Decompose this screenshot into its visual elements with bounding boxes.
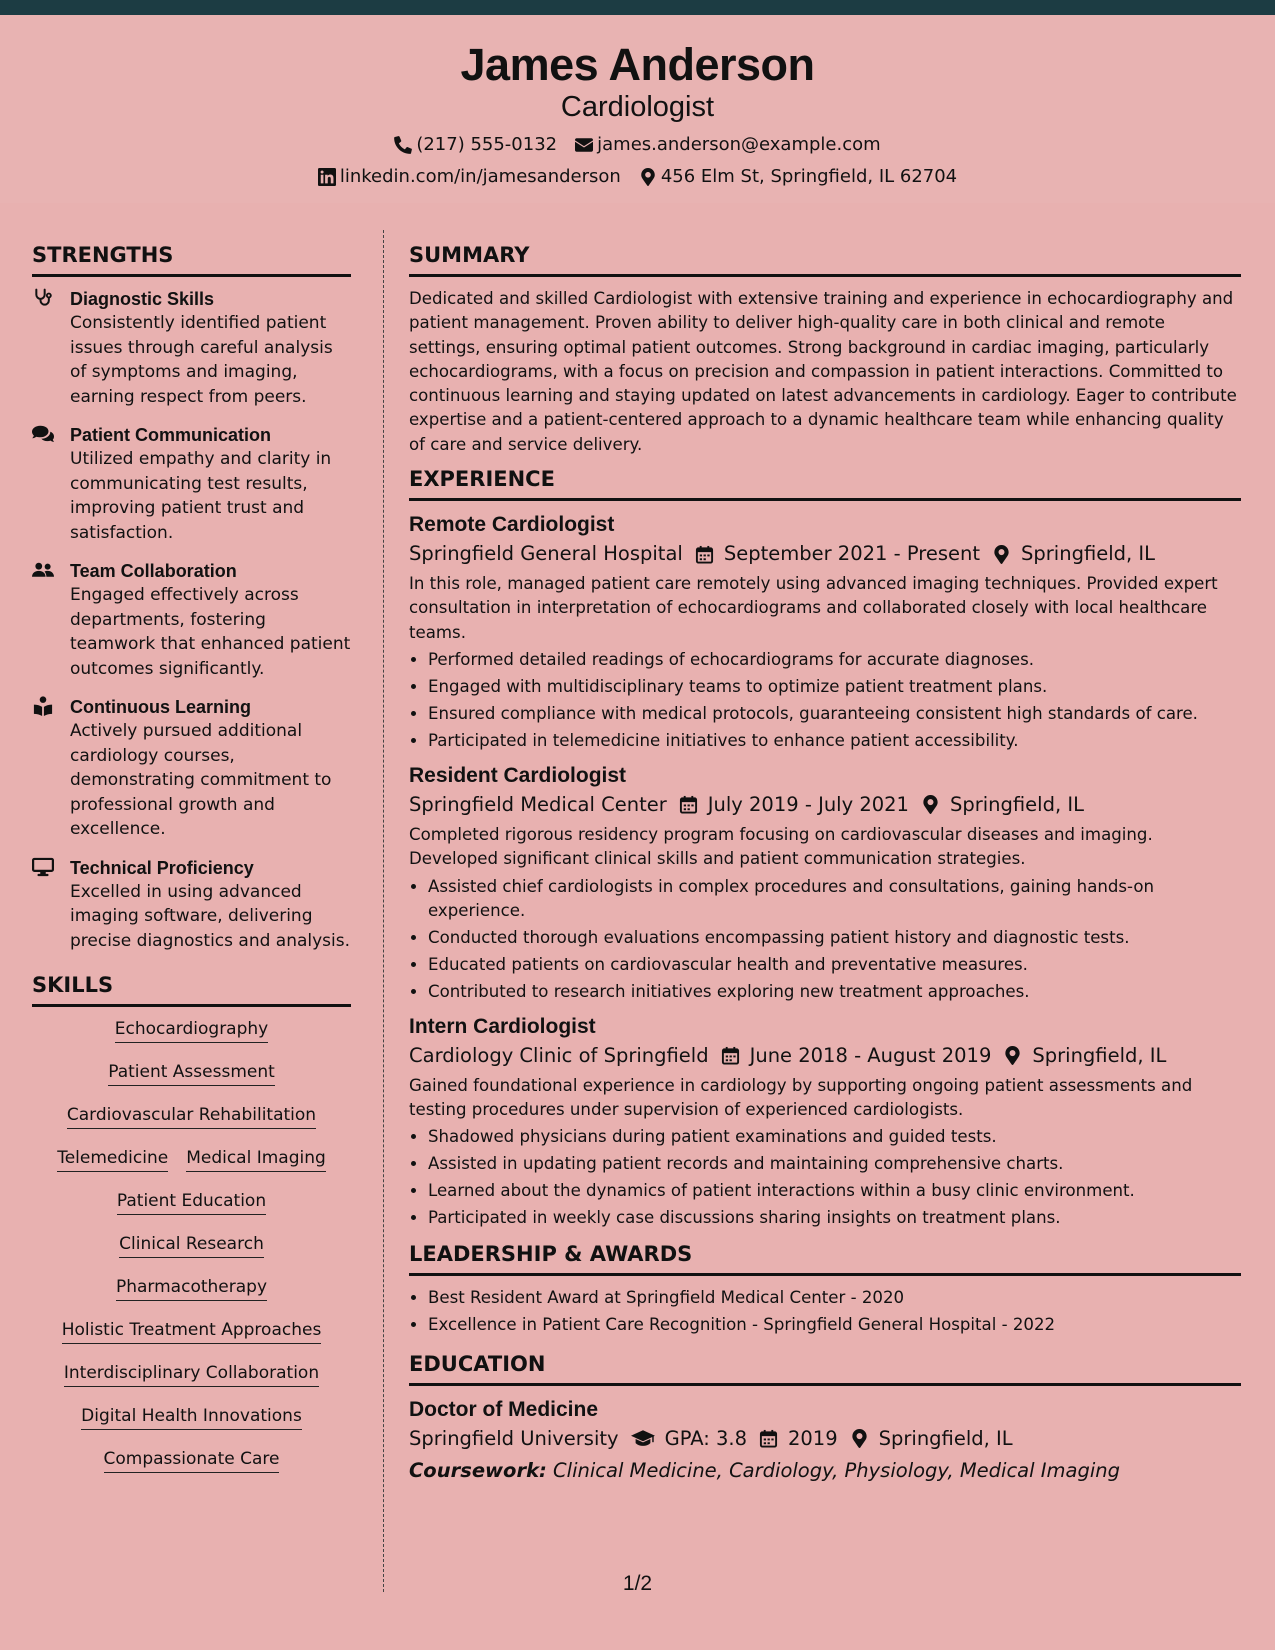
book-reader-icon [32,695,70,842]
job-employer: Cardiology Clinic of Springfield [409,1043,709,1067]
job-bullet: • Participated in weekly case discussions sharing insights on treatment plans. [428,1206,1241,1230]
job-title: Remote Cardiologist [409,513,615,537]
strength-desc: Utilized empathy and clarity in communicating test results, improving patient trust and satisfaction. [70,449,332,543]
education-meta [409,1424,1241,1454]
comments-icon [32,423,70,545]
education-heading: EDUCATION [409,1354,1241,1386]
job-dates [679,790,909,820]
strength-name: Continuous Learning [70,697,251,717]
phone-contact [394,136,557,154]
skills-heading: SKILLS [32,975,351,1007]
coursework [409,1457,1241,1485]
job-bullet: • Conducted thorough evaluations encompassing patient history and diagnostic tests. [428,926,1241,950]
summary-heading: SUMMARY [409,245,1241,277]
job-location [1003,1041,1166,1071]
job-title: Intern Cardiologist [409,1014,596,1038]
calendar-icon [759,1429,778,1448]
job-bullet: • Assisted chief cardiologists in complex procedures and consultations, gaining hands-on experience. [428,875,1241,924]
education-year [759,1424,838,1454]
stethoscope-icon [32,287,70,409]
graduation-cap-icon [631,1429,655,1448]
summary-text: Dedicated and skilled Cardiologist with extensive training and experience in echocardiography and patient management. Proven ability to deliver high-quality care in both clinical and remote settings, ensuring optimal patient outcomes. Strong background in cardiac imaging, particularly echocardiograms, with a focus on precision and compassion in patient interactions. Committed to continuous learning and staying updated on latest advancements in cardiology. Eager to contribute expertise and a patient-centered approach to a dynamic healthcare team while enhancing quality of care and service delivery. [409,289,1237,454]
top-accent-bar [0,0,1275,15]
job-dates-text: September 2021 - Present [723,542,981,566]
job-employer: Springfield Medical Center [409,792,667,816]
job-bullet: • Performed detailed readings of echocardiograms for accurate diagnoses. [428,648,1241,672]
award-item: • Best Resident Award at Springfield Medical Center - 2020 [428,1286,1241,1310]
resume-header [0,15,1275,203]
skill-tag: Interdisciplinary Collaboration [64,1361,319,1387]
job-bullet: • Assisted in updating patient records and maintaining comprehensive charts. [428,1152,1241,1176]
year-text: 2019 [787,1426,838,1450]
linkedin-contact [318,168,621,186]
skill-tag: Clinical Research [119,1232,264,1258]
address-text: 456 Elm St, Springfield, IL 62704 [660,166,958,187]
skill-tag: Compassionate Care [104,1447,280,1473]
candidate-name: James Anderson [460,39,815,90]
job-location-text: Springfield, IL [1021,542,1156,566]
map-marker-icon [921,795,940,814]
job-entry [409,511,1241,753]
coursework-text: Clinical Medicine, Cardiology, Physiology, Medical Imaging [553,1458,1120,1482]
phone-text[interactable]: (217) 555-0132 [416,134,558,155]
skill-tag: Digital Health Innovations [81,1404,302,1430]
skill-tag: Pharmacotherapy [116,1275,267,1301]
degree-title: Doctor of Medicine [409,1397,599,1421]
job-location [921,790,1084,820]
candidate-title: Cardiologist [560,91,715,123]
job-dates-text: June 2018 - August 2019 [749,1043,992,1067]
map-marker-icon [639,168,657,186]
job-bullet: • Engaged with multidisciplinary teams to optimize patient treatment plans. [428,675,1241,699]
skill-tag: Telemedicine [57,1146,168,1172]
job-dates [721,1041,992,1071]
page-number: 1/2 [622,1572,653,1595]
experience-heading: EXPERIENCE [409,469,1241,501]
strength-name: Patient Communication [70,425,272,445]
job-location-text: Springfield, IL [1032,1043,1167,1067]
education-gpa [631,1424,747,1454]
strengths-heading: STRENGTHS [32,245,351,277]
job-bullet: • Educated patients on cardiovascular health and preventative measures. [428,953,1241,977]
contact-row-2 [0,168,1275,186]
awards-list [409,1286,1241,1337]
email-text[interactable]: james.anderson@example.com [597,134,881,155]
job-location [992,539,1155,569]
job-entry [409,762,1241,1004]
job-bullet: • Participated in telemedicine initiatives to enhance patient accessibility. [428,729,1241,753]
education-location [850,1424,1013,1454]
gpa-text: GPA: 3.8 [664,1426,747,1450]
linkedin-text[interactable]: linkedin.com/in/jamesanderson [339,166,621,187]
school-name: Springfield University [409,1426,619,1450]
education-entry [409,1396,1241,1485]
strength-desc: Engaged effectively across departments, fostering teamwork that enhanced patient outcomes significantly. [70,585,351,679]
job-desc: Gained foundational experience in cardiology by supporting ongoing patient assessments and testing procedures under supervision of experienced cardiologists. [409,1075,1193,1120]
email-contact [575,136,881,154]
map-marker-icon [850,1429,869,1448]
job-employer: Springfield General Hospital [409,542,683,566]
job-bullets [409,875,1241,1004]
strength-item [32,559,351,681]
coursework-label: Coursework: [409,1458,547,1482]
users-icon [32,559,70,681]
left-column [32,245,351,1490]
strength-name: Team Collaboration [70,561,237,581]
award-item: • Excellence in Patient Care Recognition - Springfield General Hospital - 2022 [428,1313,1241,1337]
right-column [409,245,1241,1485]
job-dates [695,539,980,569]
map-marker-icon [992,545,1011,564]
strength-name: Diagnostic Skills [70,289,215,309]
job-meta [409,1041,1241,1071]
job-meta [409,539,1241,569]
strength-item [32,423,351,545]
education-location-text: Springfield, IL [878,1426,1013,1450]
address-contact [639,168,957,186]
calendar-icon [721,1046,740,1065]
skill-tag: Holistic Treatment Approaches [62,1318,322,1344]
strength-item [32,856,351,954]
job-bullets [409,648,1241,753]
strength-item [32,287,351,409]
job-bullet: • Ensured compliance with medical protocols, guaranteeing consistent high standards of care. [428,702,1241,726]
job-desc: In this role, managed patient care remotely using advanced imaging techniques. Provided expert consultation in interpretation of echocardiograms and collaborated closely with local healthcare teams. [409,574,1218,642]
skills-list [32,1017,351,1473]
job-location-text: Springfield, IL [949,792,1084,816]
job-dates-text: July 2019 - July 2021 [707,792,909,816]
job-title: Resident Cardiologist [409,763,627,787]
job-bullet: • Contributed to research initiatives exploring new treatment approaches. [428,980,1241,1004]
skill-tag: Cardiovascular Rehabilitation [67,1103,316,1129]
skill-tag: Patient Education [117,1189,266,1215]
strength-desc: Actively pursued additional cardiology courses, demonstrating commitment to professional growth and excellence. [70,721,332,839]
desktop-icon [32,856,70,954]
awards-heading: LEADERSHIP & AWARDS [409,1244,1241,1276]
map-marker-icon [1003,1046,1022,1065]
calendar-icon [695,545,714,564]
strength-desc: Excelled in using advanced imaging software, delivering precise diagnostics and analysis. [70,881,351,951]
contact-row-1 [0,136,1275,154]
linkedin-icon [318,168,336,186]
envelope-icon [575,136,593,154]
strength-desc: Consistently identified patient issues through careful analysis of symptoms and imaging, earning respect from peers. [70,313,333,407]
job-meta [409,790,1241,820]
skill-tag: Echocardiography [115,1017,268,1043]
strength-name: Technical Proficiency [70,857,254,878]
skill-tag: Patient Assessment [108,1060,275,1086]
job-desc: Completed rigorous residency program focusing on cardiovascular diseases and imaging. Developed significant clinical skills and patient communication strategies. [409,824,1153,869]
calendar-icon [679,795,698,814]
job-bullet: • Learned about the dynamics of patient interactions within a busy clinic environment. [428,1179,1241,1203]
column-divider [383,230,384,1592]
job-entry [409,1013,1241,1231]
job-bullet: • Shadowed physicians during patient examinations and guided tests. [428,1125,1241,1149]
phone-icon [394,136,412,154]
job-bullets [409,1125,1241,1230]
strength-item [32,695,351,842]
skill-tag: Medical Imaging [186,1146,326,1172]
